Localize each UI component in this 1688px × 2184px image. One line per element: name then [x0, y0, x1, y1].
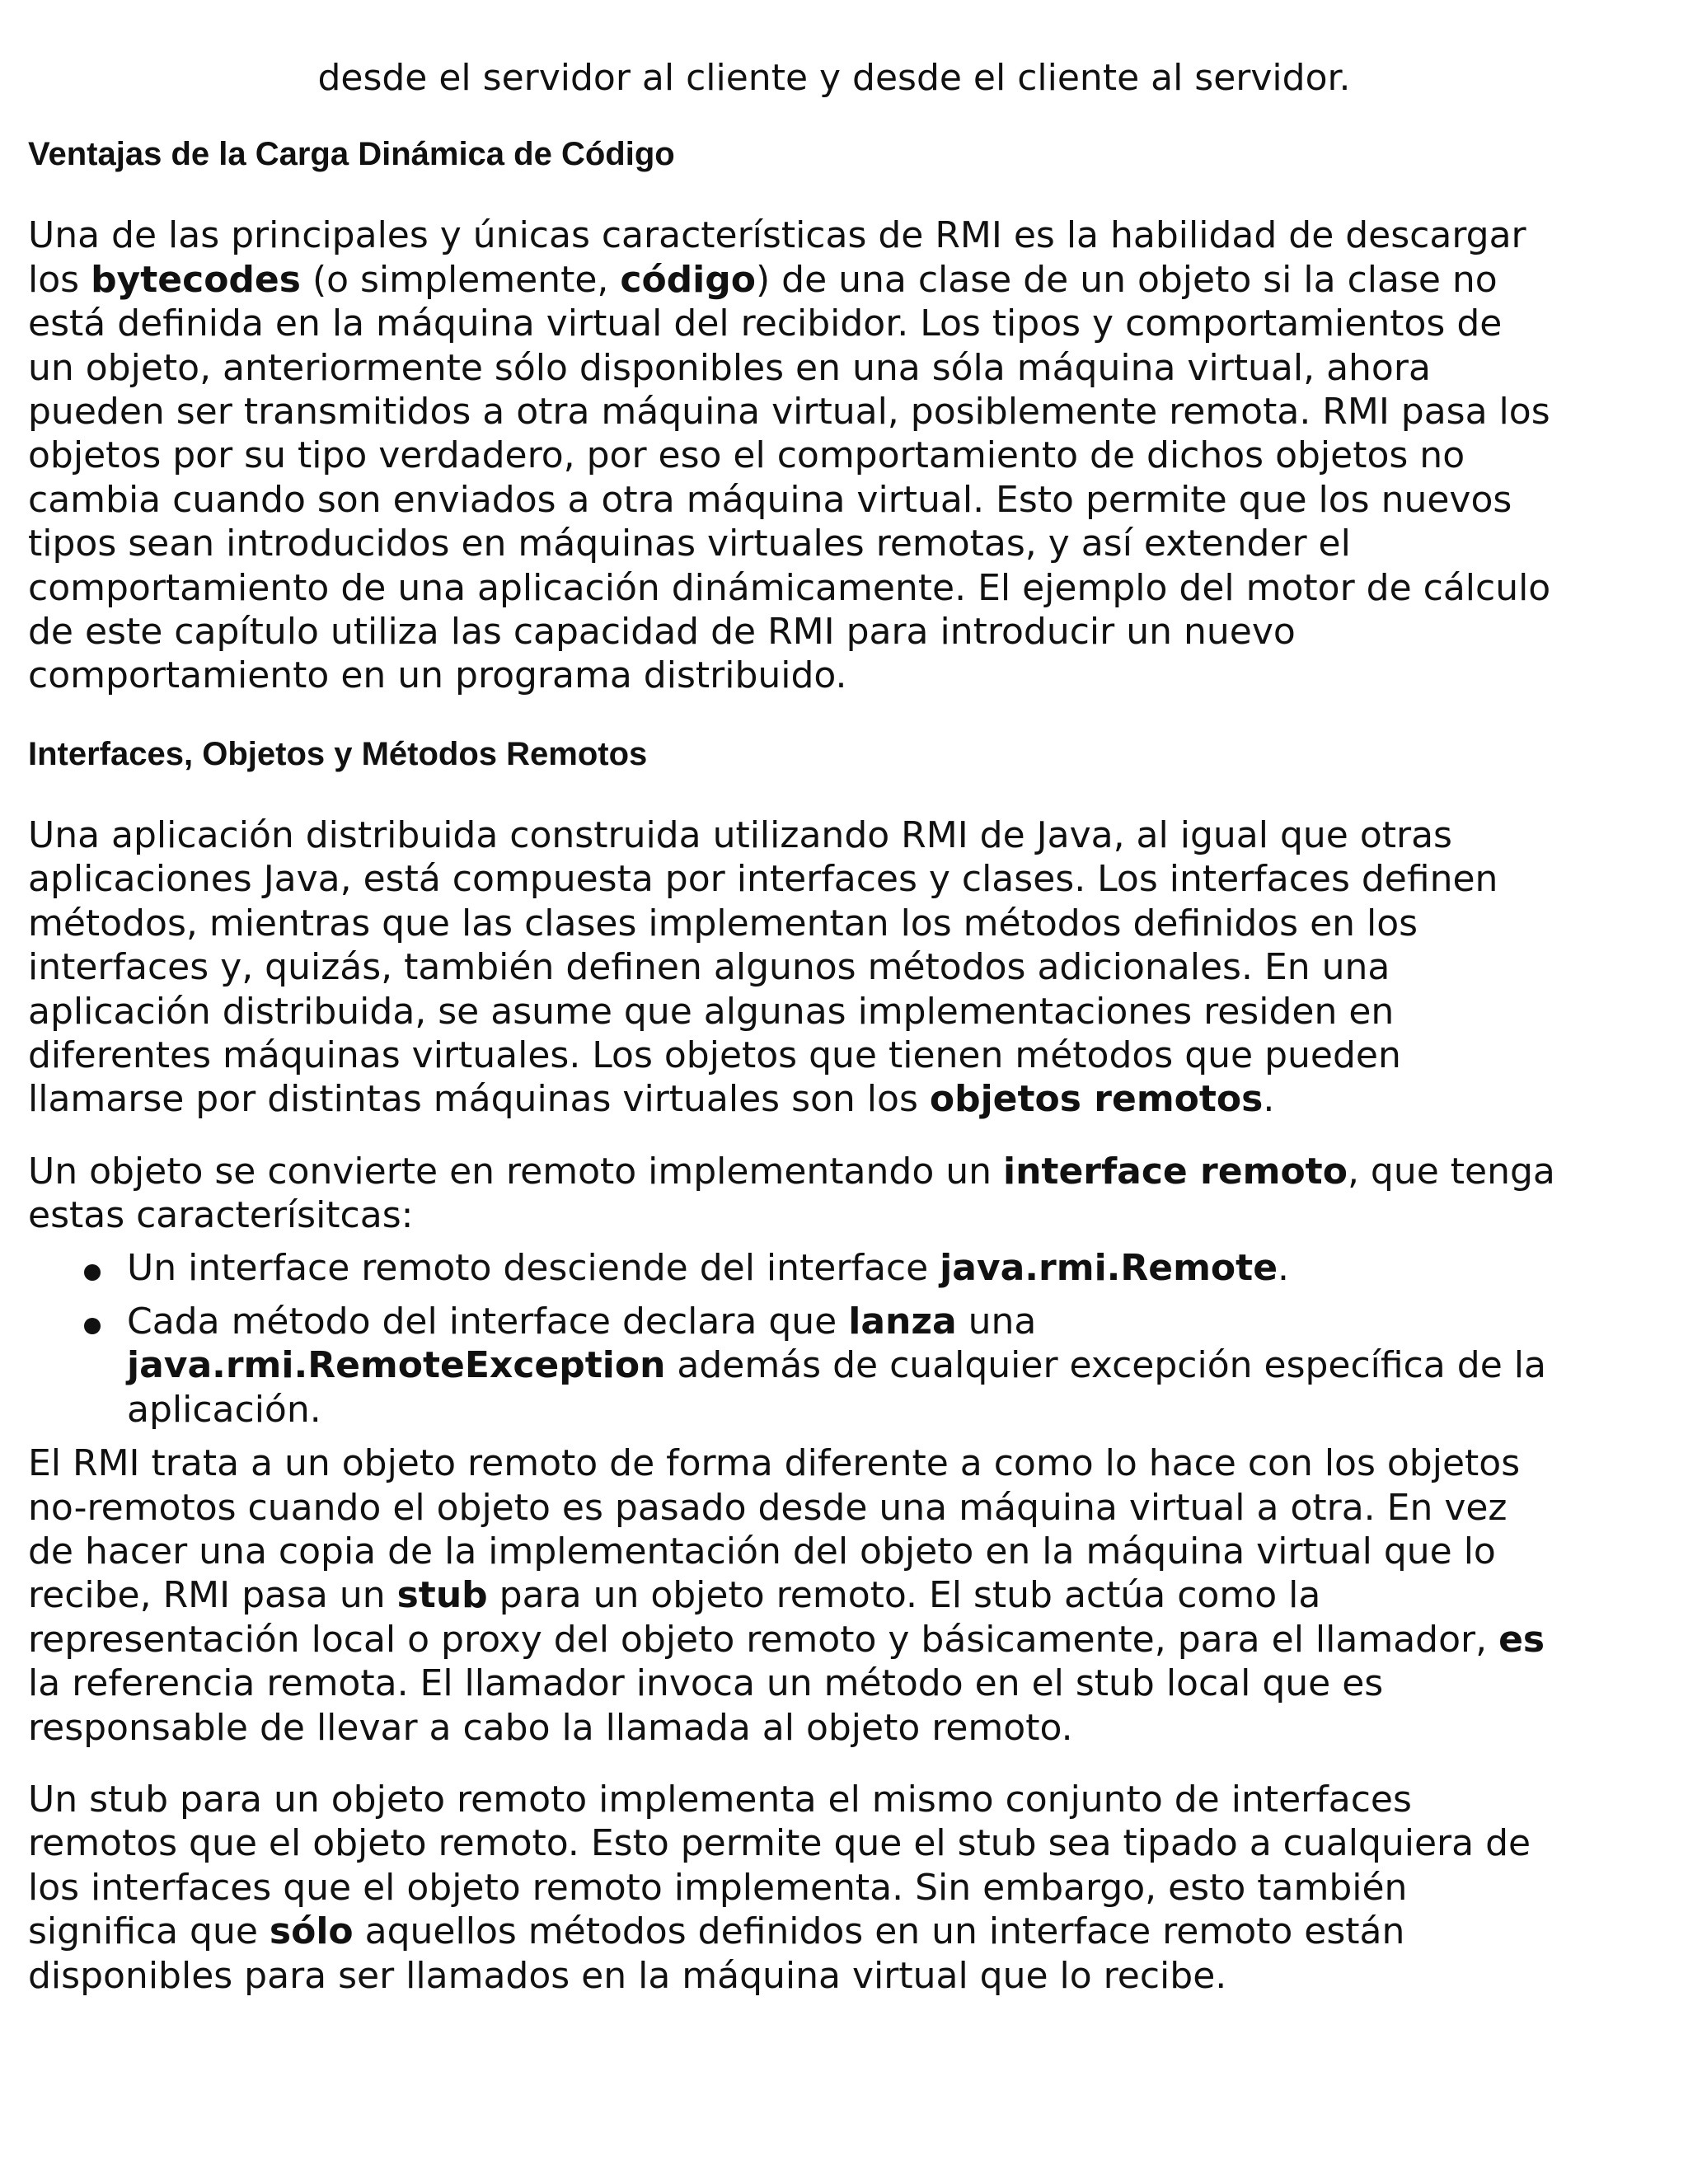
- text-line: comportamiento de una aplicación dinámicamente. El ejemplo del motor de cálculo: [28, 566, 1551, 609]
- text-line: Una de las principales y únicas características de RMI es la habilidad de descargar: [28, 214, 1526, 257]
- text-line: de hacer una copia de la implementación del objeto en la máquina virtual que lo: [28, 1530, 1496, 1572]
- text-span: aquellos métodos definidos en un interface remoto están: [353, 1910, 1405, 1953]
- text-span: los: [28, 258, 91, 301]
- text-line: interfaces y, quizás, también definen algunos métodos adicionales. En una: [28, 946, 1390, 989]
- text-span: .: [1278, 1246, 1290, 1289]
- text-line: aplicación distribuida, se asume que algunas implementaciones residen en: [28, 990, 1395, 1033]
- text-line: [28, 1077, 1668, 1121]
- text-span: para un objeto remoto. El stub actúa como la: [487, 1574, 1321, 1617]
- text-span: además de cualquier excepción específica de la: [665, 1344, 1546, 1387]
- text-span: significa que: [28, 1910, 270, 1953]
- bold-term-solo: sólo: [269, 1910, 354, 1953]
- text-line: Un stub para un objeto remoto implementa el mismo conjunto de interfaces: [28, 1779, 1412, 1821]
- bullet-list: [28, 1246, 1668, 1432]
- text-line: no-remotos cuando el objeto es pasado desde una máquina virtual a otra. En vez: [28, 1486, 1507, 1529]
- text-line: aplicaciones Java, está compuesta por interfaces y clases. Los interfaces definen: [28, 858, 1498, 901]
- text-line: responsable de llevar a cabo la llamada al objeto remoto.: [28, 1706, 1073, 1749]
- text-span: (o simplemente,: [300, 258, 621, 301]
- continuation-line: desde el servidor al cliente y desde el cliente al servidor.: [317, 57, 1351, 99]
- paragraph-distributed-app: [28, 813, 1668, 1122]
- text-span: .: [1263, 1078, 1275, 1121]
- text-line: métodos, mientras que las clases implementan los métodos definidos en los: [28, 902, 1418, 944]
- text-line: aplicación.: [127, 1388, 321, 1431]
- text-line: [28, 1910, 1668, 1953]
- section-heading-dynamic-code: Ventajas de la Carga Dinámica de Código: [28, 136, 675, 173]
- text-line: diferentes máquinas virtuales. Los objetos que tienen métodos que pueden: [28, 1033, 1401, 1076]
- text-span: Cada método del interface declara que: [127, 1300, 849, 1343]
- text-line: El RMI trata a un objeto remoto de forma diferente a como lo hace con los objetos: [28, 1442, 1521, 1485]
- bold-term-remote-exception: java.rmi.RemoteException: [127, 1344, 666, 1387]
- section-heading-remote-interfaces: Interfaces, Objetos y Métodos Remotos: [28, 735, 648, 772]
- paragraph-stub-interfaces: [28, 1778, 1668, 1998]
- document-page: [28, 0, 1668, 1998]
- list-item: [28, 1300, 1668, 1432]
- text-span: ) de una clase de un objeto si la clase no: [755, 258, 1498, 301]
- text-span: llamarse por distintas máquinas virtuales son los: [28, 1078, 930, 1121]
- text-line: los interfaces que el objeto remoto implementa. Sin embargo, esto también: [28, 1866, 1408, 1909]
- bold-term-es: es: [1498, 1618, 1545, 1661]
- paragraph-remote-interface: [28, 1150, 1668, 1238]
- text-line: tipos sean introducidos en máquinas virtuales remotas, y así extender el: [28, 523, 1351, 565]
- text-line: disponibles para ser llamados en la máquina virtual que lo recibe.: [28, 1954, 1227, 1997]
- list-item: [28, 1246, 1668, 1290]
- text-line: [28, 1618, 1668, 1661]
- text-line: un objeto, anteriormente sólo disponibles en una sóla máquina virtual, ahora: [28, 346, 1431, 389]
- text-span: representación local o proxy del objeto remoto y básicamente, para el llamador,: [28, 1618, 1499, 1661]
- text-line: la referencia remota. El llamador invoca un método en el stub local que es: [28, 1662, 1384, 1705]
- text-line: [28, 1150, 1668, 1193]
- bold-term-stub: stub: [396, 1574, 488, 1617]
- bold-term-interface-remoto: interface remoto: [1003, 1150, 1348, 1193]
- text-line: cambia cuando son enviados a otra máquina virtual. Esto permite que los nuevos: [28, 478, 1512, 521]
- text-line: [127, 1300, 1668, 1343]
- paragraph-stub: [28, 1441, 1668, 1750]
- paragraph-dynamic-code: [28, 213, 1668, 697]
- text-span: recibe, RMI pasa un: [28, 1574, 397, 1617]
- bold-term-bytecodes: bytecodes: [91, 258, 301, 301]
- text-line: de este capítulo utiliza las capacidad de RMI para introducir un nuevo: [28, 611, 1296, 654]
- text-line: estas caracterísitcas:: [28, 1194, 414, 1237]
- text-span: , que tenga: [1347, 1150, 1555, 1193]
- text-line: [28, 258, 1668, 302]
- bold-term-objetos-remotos: objetos remotos: [929, 1078, 1264, 1121]
- text-line: [127, 1343, 1668, 1387]
- text-span: Un interface remoto desciende del interface: [127, 1246, 940, 1289]
- bullet-dot-icon: [84, 1264, 101, 1281]
- text-line: [127, 1246, 1668, 1290]
- text-span: Un objeto se convierte en remoto implementando un: [28, 1150, 1003, 1193]
- bullet-dot-icon: [84, 1318, 101, 1334]
- bold-term-codigo: código: [620, 258, 756, 301]
- text-line: comportamiento en un programa distribuido.: [28, 654, 847, 697]
- text-line: [28, 1573, 1668, 1617]
- text-span: una: [956, 1300, 1037, 1343]
- text-line: pueden ser transmitidos a otra máquina virtual, posiblemente remota. RMI pasa los: [28, 391, 1550, 434]
- text-line: remotos que el objeto remoto. Esto permite que el stub sea tipado a cualquiera de: [28, 1822, 1531, 1865]
- bold-term-lanza: lanza: [848, 1300, 957, 1343]
- text-line: está definida en la máquina virtual del recibidor. Los tipos y comportamientos de: [28, 302, 1503, 345]
- text-line: objetos por su tipo verdadero, por eso el comportamiento de dichos objetos no: [28, 434, 1465, 477]
- text-line: Una aplicación distribuida construida utilizando RMI de Java, al igual que otras: [28, 813, 1452, 856]
- bold-term-java-rmi-remote: java.rmi.Remote: [940, 1246, 1278, 1289]
